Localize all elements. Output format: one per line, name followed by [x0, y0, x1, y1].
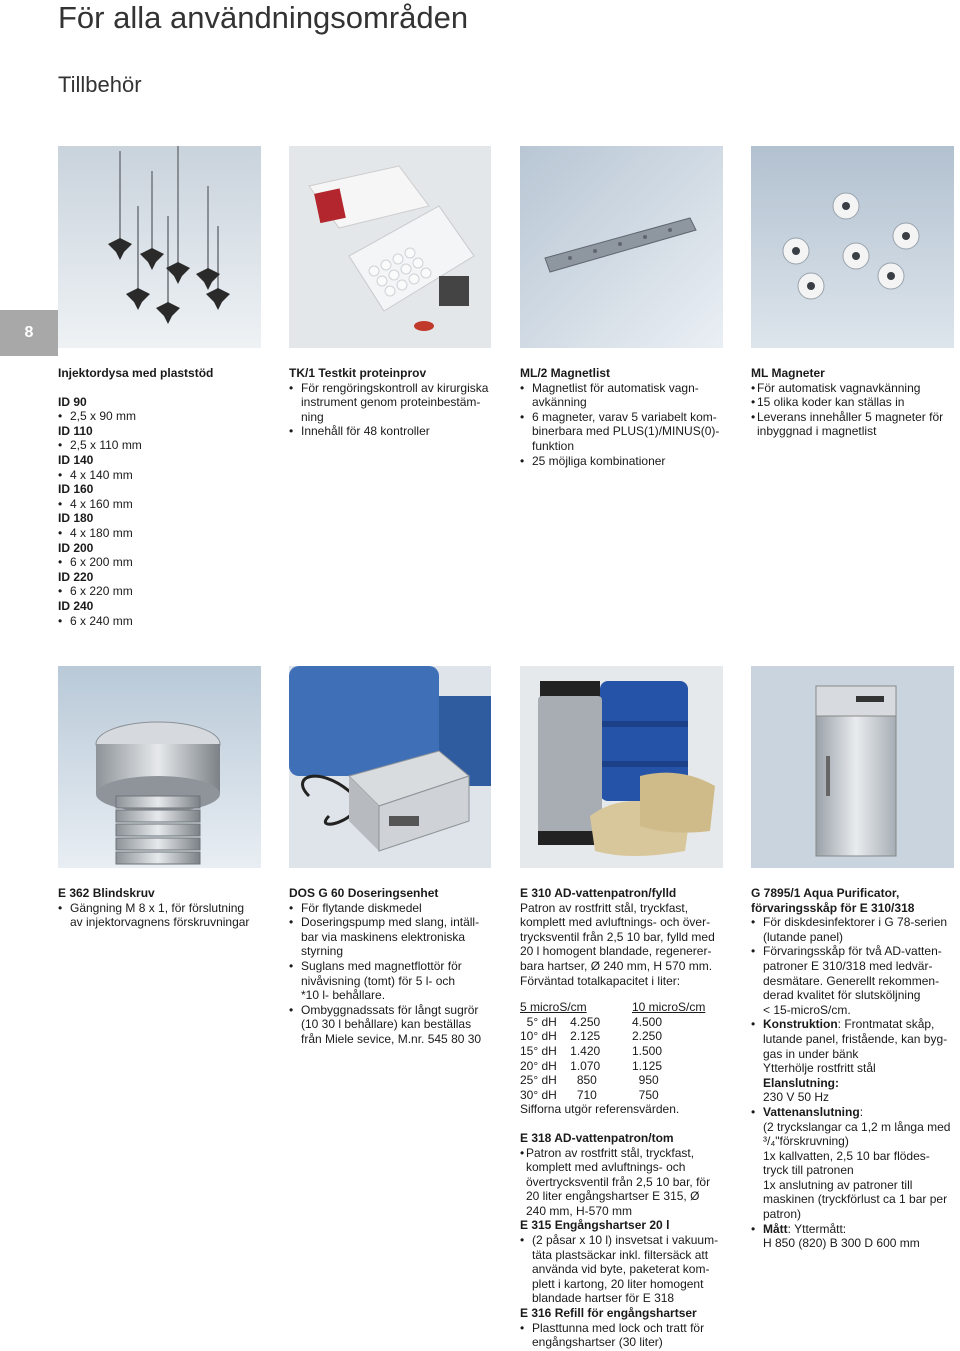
item-size: • 6 x 240 mm [58, 614, 263, 629]
capacity-table [520, 1000, 740, 1102]
testkit-description [289, 366, 499, 439]
label: Vattenanslutning [763, 1104, 860, 1119]
line: av injektorvagnens förskruvningar [70, 915, 250, 930]
line: komplett med avluftnings- och över- [520, 915, 711, 930]
line: • 15 olika koder kan ställas in [757, 395, 905, 410]
line: gas in under bänk [763, 1046, 859, 1061]
line: täta plastsäckar inkl. filtersäck att [532, 1247, 709, 1262]
dosering-title: DOS G 60 Doseringsenhet [289, 886, 439, 900]
line: • Innehåll för 48 kontroller [301, 424, 430, 439]
line: 240 mm, H-570 mm [526, 1203, 633, 1218]
bullet [751, 944, 956, 1017]
dosing-unit-photo [289, 666, 491, 868]
aqua-title: G 7895/1 Aqua Purificator, [751, 886, 900, 900]
line: styrning [301, 944, 344, 959]
bullet [520, 1233, 740, 1306]
bullet [289, 381, 499, 425]
line: inbyggnad i magnetlist [757, 424, 877, 439]
bullet [520, 410, 730, 454]
page-number: 8 [0, 310, 58, 356]
table-cell: 2.250 [632, 1029, 663, 1044]
line: Ytterhölje rostfritt stål [763, 1061, 876, 1076]
line: 20 liter engångshartser E 315, Ø [526, 1189, 700, 1204]
line: 1x kallvatten, 2,5 10 bar flödes- [763, 1148, 930, 1163]
item-size: • 2,5 x 90 mm [58, 409, 263, 424]
dosering-description [289, 886, 504, 1047]
table-cell: 30° dH 710 [520, 1087, 597, 1102]
injector-description [58, 366, 263, 628]
item-size: • 6 x 220 mm [58, 584, 263, 599]
line: bara hartser, Ø 240 mm, H 570 mm. [520, 958, 713, 973]
line: nivåvisning (tomt) för 5 l- och [301, 973, 456, 988]
line: derad kvalitet för slutsköljning [763, 988, 921, 1003]
item-id: ID 240 [58, 598, 94, 613]
line: • För flytande diskmedel [301, 900, 422, 915]
line: 1x anslutning av patroner till [763, 1177, 913, 1192]
table-header: 10 microS/cm [632, 1000, 706, 1015]
line: patroner E 310/318 med ledvär- [763, 958, 933, 973]
table-cell: 10° dH 2.125 [520, 1029, 601, 1044]
table-cell: 1.125 [632, 1058, 663, 1073]
line: • 6 magneter, varav 5 variabelt kom- [532, 409, 717, 424]
bullet [289, 901, 504, 916]
aqua-purificator-photo [751, 666, 954, 868]
bullet [751, 395, 956, 410]
line: • (2 påsar x 10 l) insvetsat i vakuum- [532, 1233, 719, 1248]
item-id: ID 110 [58, 423, 93, 438]
line: patron) [763, 1207, 802, 1222]
table-cell: 1.500 [632, 1043, 663, 1058]
table-cell: 4.500 [632, 1014, 663, 1029]
table-cell: 5° dH 4.250 [520, 1014, 601, 1029]
section-title: Tillbehör [58, 72, 142, 97]
bullet [520, 1321, 740, 1350]
line: • Gängning M 8 x 1, för förslutning [70, 900, 245, 915]
line: blandade hartser för E 318 [532, 1291, 675, 1306]
line: Förväntad totalkapacitet i liter: [520, 973, 681, 988]
item-id: ID 140 [58, 452, 94, 467]
magnets-photo [751, 146, 954, 348]
line: • För diskdesinfektorer i G 78-serien [763, 915, 948, 930]
item-id: ID 200 [58, 540, 94, 555]
bullet [751, 1017, 956, 1105]
table-cell: 15° dH 1.420 [520, 1043, 601, 1058]
line: • Doseringspump med slang, intäll- [301, 915, 480, 930]
magnetlist-title: ML/2 Magnetlist [520, 366, 611, 380]
note: Sifforna utgör referensvärden. [520, 1102, 680, 1117]
test-kit-photo [289, 146, 491, 348]
line: bar via maskinens elektroniska [301, 929, 466, 944]
label: Elanslutning: [763, 1075, 839, 1090]
testkit-title: TK/1 Testkit proteinprov [289, 366, 427, 380]
line: • Plasttunna med lock och tratt för [532, 1320, 705, 1335]
line: komplett med avluftnings- och [526, 1160, 686, 1175]
line: avkänning [532, 395, 587, 410]
line: • För rengöringskontroll av kirurgiska [301, 380, 489, 395]
injector-title: Injektordysa med plaststöd [58, 366, 214, 380]
line: • Ombyggnadssats för långt sugrör [301, 1002, 479, 1017]
magnetlist-description [520, 366, 730, 468]
line: • 25 möjliga kombinationer [532, 453, 666, 468]
blindskruv-title: E 362 Blindskruv [58, 886, 155, 900]
e316-title: E 316 Refill för engångshartser [520, 1306, 697, 1321]
magneter-title: ML Magneter [751, 366, 825, 380]
line: tryck till patronen [763, 1163, 854, 1178]
bullet [751, 410, 956, 439]
line: • För automatisk vagnavkänning [757, 380, 921, 395]
item-id: ID 180 [58, 511, 94, 526]
line: H 850 (820) B 300 D 600 mm [763, 1236, 920, 1251]
line: • Patron av rostfritt stål, tryckfast, [526, 1145, 695, 1160]
magneter-description [751, 366, 956, 439]
line: Patron av rostfritt stål, tryckfast, [520, 900, 689, 915]
bullet [751, 915, 956, 944]
vattenpatron-description [520, 886, 740, 1350]
line: maskinen (tryckförlust ca 1 bar per [763, 1192, 948, 1207]
vattenpatron-title: E 310 AD-vattenpatron/fylld [520, 886, 677, 900]
bullet [751, 1105, 956, 1222]
line: plett i kartong, 20 liter homogent [532, 1276, 704, 1291]
line: lutande panel, fristående, kan byg- [763, 1031, 948, 1046]
table-header: 5 microS/cm [520, 1000, 587, 1015]
item-id: ID 90 [58, 394, 87, 409]
line: (lutande panel) [763, 929, 844, 944]
label: Mått [763, 1221, 788, 1236]
table-cell: 750 [632, 1087, 659, 1102]
bullet [289, 1003, 504, 1047]
aqua-title: förvaringsskåp för E 310/318 [751, 900, 915, 915]
aqua-description [751, 886, 956, 1251]
item-size: • 6 x 200 mm [58, 555, 263, 570]
bullet [289, 959, 504, 1003]
line: *10 l- behållare. [301, 988, 386, 1003]
item-size: • 2,5 x 110 mm [58, 438, 263, 453]
water-cartridge-photo [520, 666, 723, 868]
line: • Leverans innehåller 5 magneter för [757, 409, 944, 424]
line: (2 tryckslangar ca 1,2 m långa med [763, 1119, 951, 1134]
item-size: • 4 x 160 mm [58, 497, 263, 512]
line: • Förvaringsskåp för två AD-vatten- [763, 944, 942, 959]
e315-title: E 315 Engångshartser 20 l [520, 1218, 670, 1233]
bullet [520, 1146, 740, 1219]
line: : Frontmatat skåp, [837, 1017, 935, 1032]
line: använda vid byte, paketerat kom- [532, 1262, 710, 1277]
item-size: • 4 x 180 mm [58, 526, 263, 541]
line: trycksventil från 2,5 10 bar, fylld med [520, 929, 715, 944]
item-id: ID 220 [58, 569, 94, 584]
line: : Yttermått: [787, 1221, 847, 1236]
line: • Magnetlist för automatisk vagn- [532, 380, 699, 395]
bullet [751, 1222, 956, 1251]
line: • Suglans med magnetflottör för [301, 958, 462, 973]
page-title: För alla användningsområden [58, 0, 469, 35]
magnet-strip-photo [520, 146, 723, 348]
line: 230 V 50 Hz [763, 1090, 830, 1105]
line: ³/₄"förskruvning) [763, 1134, 849, 1149]
line: engångshartser (30 liter) [532, 1335, 663, 1350]
table-cell: 25° dH 850 [520, 1073, 597, 1088]
line: : [859, 1104, 864, 1119]
label: Konstruktion [763, 1017, 838, 1032]
line: desmätare. Generellt rekommen- [763, 973, 940, 988]
bullet [289, 915, 504, 959]
blind-screw-photo [58, 666, 261, 868]
bullet [289, 424, 499, 439]
line: funktion [532, 438, 575, 453]
item-id: ID 160 [58, 482, 94, 497]
line: övertrycksventil från 2,5 10 bar, för [526, 1174, 711, 1189]
table-cell: 20° dH 1.070 [520, 1058, 601, 1073]
bullet [58, 901, 273, 930]
blindskruv-description [58, 886, 273, 930]
bullet [520, 454, 730, 469]
bullet [520, 381, 730, 410]
line: från Miele sevice, M.nr. 545 80 30 [301, 1031, 482, 1046]
item-size: • 4 x 140 mm [58, 468, 263, 483]
e318-title: E 318 AD-vattenpatron/tom [520, 1130, 674, 1145]
table-cell: 950 [632, 1073, 659, 1088]
line: ning [301, 409, 324, 424]
injector-nozzles-photo [58, 146, 261, 348]
line: < 15-microS/cm. [763, 1002, 851, 1017]
line: binerbara med PLUS(1)/MINUS(0)- [532, 424, 720, 439]
line: (10 30 l behållare) kan beställas [301, 1017, 472, 1032]
line: 20 l homogent blandade, regenerer- [520, 944, 712, 959]
line: instrument genom proteinbestäm- [301, 395, 481, 410]
bullet [751, 381, 956, 396]
